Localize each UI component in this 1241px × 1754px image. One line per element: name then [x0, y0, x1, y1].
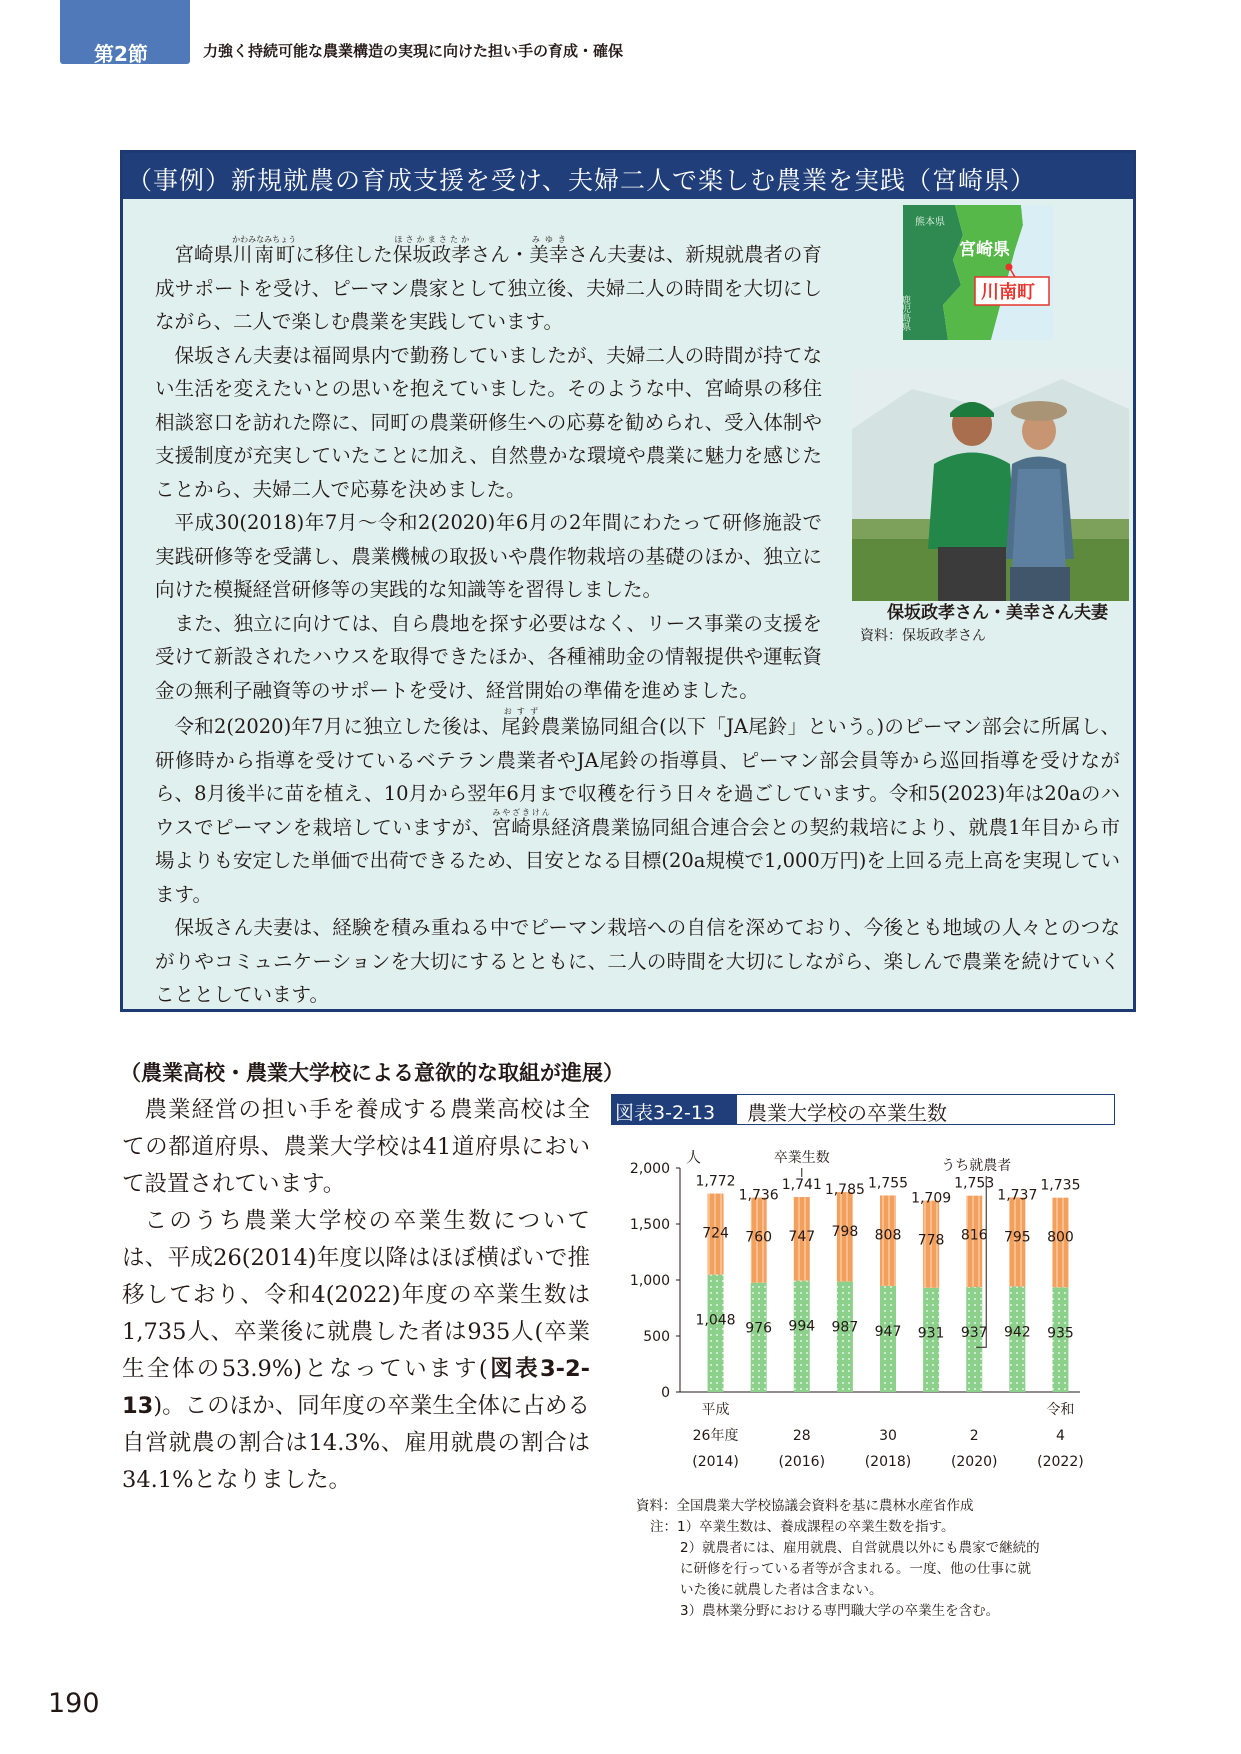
data-label-total: 1,735 — [1040, 1177, 1081, 1194]
x-tick-label: 4 — [1055, 1428, 1065, 1444]
data-label-total: 1,753 — [954, 1175, 995, 1192]
data-label-total: 1,741 — [781, 1177, 822, 1194]
x-tick-year: (2020) — [950, 1454, 998, 1470]
data-label-other: 816 — [960, 1227, 988, 1244]
page-number: 190 — [48, 1688, 100, 1719]
couple-photo — [852, 369, 1129, 601]
x-tick-label: 26年度 — [692, 1428, 739, 1444]
bar-segment-farmers — [751, 1283, 767, 1392]
data-label-farmers: 994 — [788, 1318, 816, 1335]
case-paragraph-3: 平成30(2018)年7月～令和2(2020)年6月の2年間にわたって研修施設で実践研修等を受講し、農業機械の取扱いや農作物栽培の基礎のほか、独立に向けた模擬経営研修等の実践的な知識等を習得しました。 — [155, 511, 822, 601]
data-label-farmers: 942 — [1003, 1324, 1031, 1341]
data-label-farmers: 1,048 — [695, 1312, 736, 1329]
data-label-farmers: 947 — [874, 1323, 902, 1340]
y-tick-label: 1,500 — [629, 1217, 670, 1233]
y-tick-label: 500 — [643, 1329, 670, 1345]
data-label-farmers: 987 — [831, 1319, 859, 1336]
bar-segment-farmers — [837, 1281, 853, 1392]
location-map — [900, 205, 1053, 340]
notes-label: 注： — [650, 1519, 677, 1535]
case-study-box — [120, 150, 1136, 1012]
figure-header — [611, 1094, 1115, 1125]
case-paragraph-2: 保坂さん夫妻は福岡県内で勤務していましたが、夫婦二人の時間が持てない生活を変えたいとの思いを抱えていました。そのような中、宮崎県の移住相談窓口を訪れた際に、同町の農業研修生への応募を勧められ、受入体制や支援制度が充実していたことに加え、自然豊かな環境や農業に魅力を感じたことから、夫婦二人で応募を決めました。 — [155, 343, 822, 501]
case-study-heading: （事例）新規就農の育成支援を受け、夫婦二人で楽しむ農業を実践（宮崎県） — [123, 153, 1133, 199]
data-label-total: 1,785 — [824, 1182, 865, 1199]
annotation-farmers: うち就農者 — [941, 1158, 1012, 1174]
data-label-total: 1,736 — [738, 1187, 779, 1204]
data-label-other: 800 — [1047, 1229, 1074, 1246]
section-tab: 第2節 — [60, 0, 190, 64]
data-label-other: 795 — [1003, 1229, 1031, 1246]
x-tick-label: 30 — [879, 1428, 897, 1444]
data-label-farmers: 937 — [960, 1325, 988, 1342]
body-paragraph-1: 農業経営の担い手を養成する農業高校は全ての都道府県、農業大学校は41道府県において設置されています。 — [122, 1097, 590, 1197]
figure-notes — [636, 1496, 1042, 1622]
case-paragraph-1: 宮崎県川南町かわみなみちょうに移住した保坂政孝ほさかまさたかさん・美幸みゆきさん夫妻は、新規就農者の育成サポートを受け、ピーマン農家として独立後、夫婦二人の時間を大切にしながら、二人で楽しむ農業を実践しています。 — [155, 235, 822, 333]
data-label-total: 1,755 — [867, 1175, 909, 1192]
data-label-farmers: 935 — [1047, 1325, 1074, 1342]
subsection-heading: （農業高校・農業大学校による意欲的な取組が進展） — [120, 1061, 624, 1085]
data-label-other: 798 — [831, 1224, 859, 1241]
data-label-other: 808 — [874, 1227, 902, 1244]
map-label-miyazaki: 宮崎県 — [959, 240, 1010, 260]
y-tick-label: 0 — [661, 1385, 670, 1401]
figure-reference: 図表3-2-13 — [122, 1356, 590, 1419]
note-item-3: 3）農林業分野における専門職大学の卒業生を含む。 — [680, 1603, 1000, 1619]
case-paragraph-5: 令和2(2020)年7月に独立した後は、尾鈴おすず農業協同組合(以下「JA尾鈴」という。)のピーマン部会に所属し、研修時から指導を受けているベテラン農業者やJA尾鈴の指導員、ピーマン部会員等から巡回指導を受けながら、8月後半に苗を植え、10月から翌年6月まで収穫を行う日々を過ごしています。令和5(2023)年は20aのハウスでピーマンを栽培していますが、宮崎県みやざきけん経済農業協同組合連合会との契約栽培により、就農1年目から市場よりも安定した単価で出荷できるため、目安となる目標(20a規模で1,000万円)を上回る売上高を実現しています。 — [155, 707, 1120, 906]
data-label-other: 724 — [702, 1225, 729, 1242]
data-label-other: 778 — [917, 1232, 945, 1249]
x-tick-year: (2016) — [778, 1454, 826, 1470]
data-label-total: 1,737 — [997, 1187, 1038, 1204]
map-label-kagoshima: 鹿児島県 — [900, 295, 910, 331]
figure-title: 農業大学校の卒業生数 — [747, 1101, 947, 1125]
bar-segment-farmers — [708, 1275, 724, 1392]
figure-id: 図表3-2-13 — [612, 1095, 737, 1124]
figure-source: 資料：全国農業大学校協議会資料を基に農林水産省作成 — [636, 1498, 974, 1514]
data-label-other: 760 — [745, 1229, 773, 1246]
section-title: 力強く持続可能な農業構造の実現に向けた担い手の育成・確保 — [203, 42, 624, 60]
graduates-bar-chart — [600, 1140, 1100, 1490]
x-era-label: 平成 — [701, 1402, 730, 1418]
data-label-other: 747 — [788, 1229, 816, 1246]
bar-segment-farmers — [794, 1281, 810, 1392]
case-paragraph-6: 保坂さん夫妻は、経験を積み重ねる中でピーマン栽培への自信を深めており、今後とも地域の人々とのつながりやコミュニケーションを大切にするとともに、二人の時間を大切にしながら、楽しんで農業を続けていくこととしています。 — [155, 916, 1120, 1006]
body-paragraph-2: このうち農業大学校の卒業生数については、平成26(2014)年度以降はほぼ横ばいで推移しており、令和4(2022)年度の卒業生数は1,735人、卒業後に就農した者は935人(卒業生全体の53.9%)となっています(図表3-2-13)。このほか、同年度の卒業生全体に占める自営就農の割合は14.3%、雇用就農の割合は34.1%となりました。 — [122, 1208, 590, 1493]
data-label-total: 1,772 — [695, 1173, 736, 1190]
x-tick-label: 28 — [792, 1428, 811, 1444]
data-label-farmers: 976 — [745, 1320, 773, 1337]
note-item-1: 注：1）卒業生数は、養成課程の卒業生数を指す。 — [650, 1519, 955, 1535]
data-label-farmers: 931 — [917, 1325, 945, 1342]
body-text — [122, 1092, 590, 1499]
note-item-2: 2）就農者には、雇用就農、自営就農以外にも農家で継続的に研修を行っている者等が含まれる。一度、他の仕事に就いた後に就農した者は含まない。 — [680, 1540, 1040, 1598]
map-label-kumamoto: 熊本県 — [915, 217, 945, 228]
x-tick-year: (2018) — [864, 1454, 912, 1470]
x-tick-year: (2014) — [692, 1454, 739, 1470]
y-tick-label: 1,000 — [629, 1273, 670, 1289]
x-tick-label: 2 — [969, 1428, 979, 1444]
y-tick-label: 2,000 — [629, 1161, 670, 1177]
x-tick-year: (2022) — [1037, 1454, 1084, 1470]
annotation-totals: 卒業生数 — [773, 1150, 830, 1166]
x-era-label: 令和 — [1046, 1402, 1075, 1418]
unit-label: 人 — [686, 1148, 702, 1166]
photo-source: 資料：保坂政孝さん — [860, 628, 986, 644]
map-label-town: 川南町 — [981, 282, 1035, 303]
data-label-total: 1,709 — [911, 1190, 952, 1207]
case-study-body — [155, 235, 1120, 1012]
case-paragraph-4: また、独立に向けては、自ら農地を探す必要はなく、リース事業の支援を受けて新設されたハウスを取得できたほか、各種補助金の情報提供や運転資金の無利子融資等のサポートを受け、経営開始の準備を進めました。 — [155, 611, 822, 702]
photo-caption: 保坂政孝さん・美幸さん夫妻 — [887, 603, 1108, 623]
